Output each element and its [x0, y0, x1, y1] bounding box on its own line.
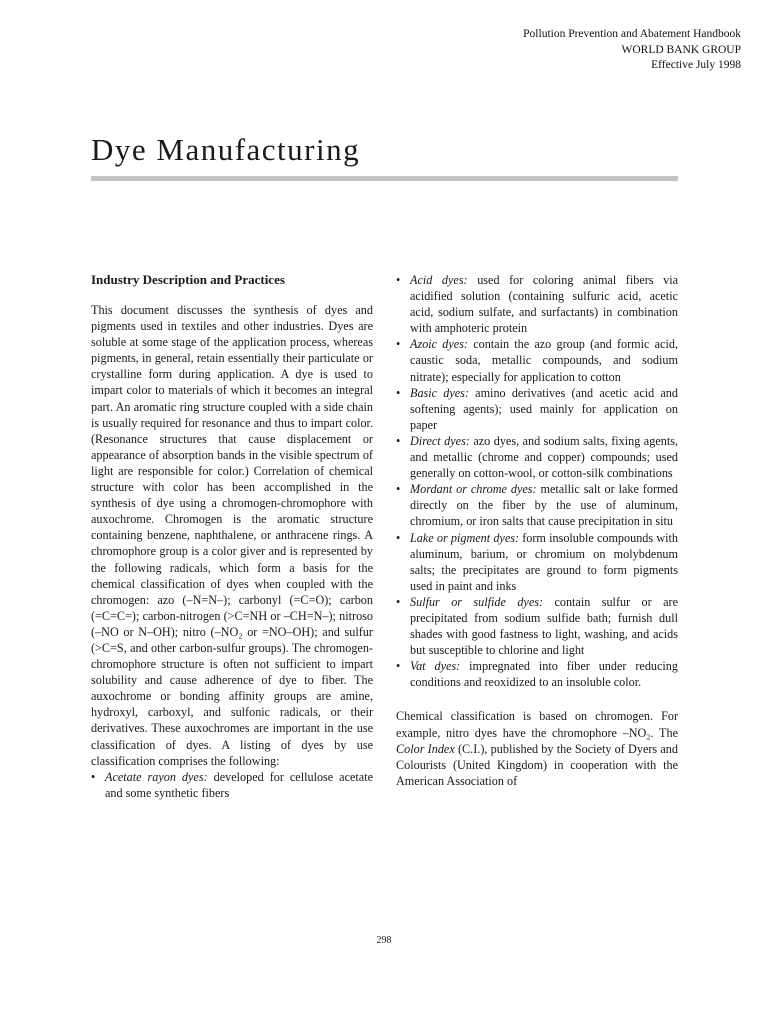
page-title: Dye Manufacturing — [91, 132, 361, 167]
dye-description: contain sulfur or are precipitated from sodium sulfide bath; furnish dull shades with good fastness to light, washing, and acids but susceptible to chlorine and light — [410, 594, 678, 658]
dye-description: azo dyes, and sodium salts, fixing agents, and metallic (chrome and copper) compounds; used generally on cotton-wool, or cotton-silk combinations — [410, 433, 678, 481]
list-item — [396, 433, 678, 481]
dye-term: Azoic dyes: — [410, 337, 468, 352]
section-heading: Industry Description and Practices — [91, 272, 285, 287]
dye-term: Basic dyes: — [410, 385, 469, 400]
dye-class-list-left — [91, 769, 373, 801]
dye-class-list-right — [396, 272, 678, 690]
left-column — [91, 272, 373, 801]
list-item — [396, 594, 678, 658]
color-index-title: Color Index — [396, 741, 455, 756]
list-item — [396, 481, 678, 529]
dye-term: Acid dyes: — [410, 273, 468, 287]
dye-term: Vat dyes: — [410, 659, 461, 674]
dye-description: impregnated into fiber under reducing conditions and reoxidized to an insoluble color. — [410, 659, 678, 690]
list-item — [396, 530, 678, 594]
effective-date: Effective July 1998 — [651, 59, 741, 71]
dye-description: developed for cellulose acetate and some synthetic fibers — [105, 769, 374, 800]
running-header — [523, 27, 741, 74]
classification-paragraph — [396, 708, 678, 788]
list-item — [91, 769, 373, 801]
list-item — [396, 336, 678, 384]
organization-name: WORLD BANK GROUP — [621, 43, 741, 56]
handbook-title: Pollution Prevention and Abatement Handbook — [523, 28, 741, 40]
right-column — [396, 272, 678, 789]
dye-description: form insoluble compounds with aluminum, barium, or chromium on molybdenum salts; the precipitates are ground to form pigments used in paint and inks — [410, 530, 678, 593]
page-number: 298 — [376, 935, 392, 946]
list-item — [396, 385, 678, 433]
dye-term: Lake or pigment dyes: — [410, 530, 520, 545]
dye-term: Acetate rayon dyes: — [105, 769, 208, 784]
dye-description: contain the azo group (and formic acid, caustic soda, metallic compounds, and sodium nitrate); especially for application to cotton — [410, 337, 678, 384]
paragraph-text: Chemical classification is based on chromogen. For example, nitro dyes have the chromophore –NO₂. The — [396, 709, 678, 740]
dye-description: amino derivatives (and acetic acid and softening agents); used mainly for application on paper — [410, 385, 678, 432]
list-item — [396, 658, 678, 690]
paragraph-text: (C.I.), published by the Society of Dyers and Colourists (United Kingdom) in cooperation with the American Association of — [396, 741, 678, 788]
dye-description: used for coloring animal fibers via acidified solution (containing sulfuric acid, acetic acid, sodium sulfate, and surfactants) in combination with amphoteric protein — [410, 273, 678, 336]
body-paragraph: This document discusses the synthesis of dyes and pigments used in textiles and other industries. Dyes are soluble at some stage of the application process, whereas pigments, in general, retain essentially their particulate or crystalline form during application. A dye is used to impart color to materials of which it becomes an integral part. An aromatic ring structure coupled with a side chain is usually required for resonance and thus to impart color. (Resonance structures that cause displacement or appearance of absorption bands in the visible spectrum of light are responsible for color.) Correlation of chemical structure with color has been accomplished in the synthesis of dye using a chromogen-chromophore with auxochrome. Chromogen is the aromatic structure containing benzene, naphthalene, or anthracene rings. A chromophore group is a color giver and is represented by the following radicals, which form a basis for the chemical classification of dyes when coupled with the chromogen: azo (–N=N–); carbonyl (=C=O); carbon (=C=C=); carbon-nitrogen (>C=NH or –CH=N–); nitroso (–NO or N–OH); nitro (–NO₂ or =NO–OH); and sulfur (>C=S, and other carbon-sulfur groups). The chromogen-chromophore structure is often not sufficient to impart solubility and cause adherence of dye to fiber. The auxochrome or bonding affinity groups are amine, hydroxyl, carboxyl, and sulfonic radicals, or their derivatives. These auxochromes are important in the use classification of dyes. A listing of dyes by use classification comprises the following: — [91, 303, 373, 768]
dye-term: Direct dyes: — [410, 433, 470, 448]
dye-term: Mordant or chrome dyes: — [410, 482, 537, 497]
list-item — [396, 272, 678, 336]
dye-term: Sulfur or sulfide dyes: — [410, 594, 544, 609]
dye-description: metallic salt or lake formed directly on the fiber by the use of aluminum, chromium, or iron salts that cause precipitation in situ — [410, 482, 679, 529]
title-rule — [91, 176, 678, 181]
